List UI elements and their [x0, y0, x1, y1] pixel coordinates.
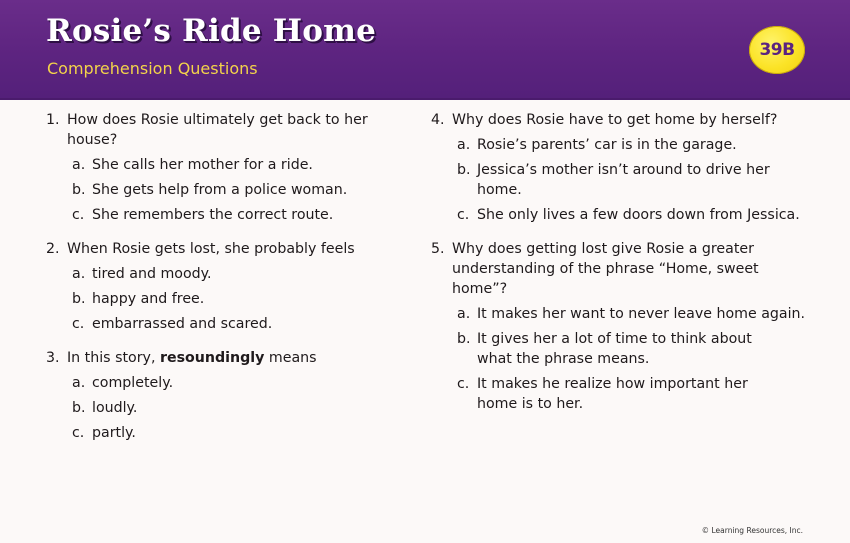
option-letter: c. — [72, 316, 85, 332]
question-text-start: In this story, — [67, 350, 156, 366]
answer-option — [72, 398, 416, 418]
option-letter: c. — [457, 376, 470, 392]
answer-options — [46, 373, 416, 443]
question-number: 1. — [46, 112, 60, 128]
option-text: She calls her mother for a ride. — [92, 157, 313, 173]
option-text: It makes her want to never leave home again. — [477, 306, 806, 322]
right-column — [431, 110, 811, 428]
question-number: 4. — [431, 112, 445, 128]
option-letter: b. — [72, 291, 86, 307]
answer-option — [72, 205, 416, 225]
answer-options — [46, 264, 416, 334]
page-subtitle: Comprehension Questions — [47, 59, 258, 78]
answer-option — [72, 180, 416, 200]
option-letter: a. — [72, 375, 86, 391]
option-text: She only lives a few doors down from Jessica. — [477, 207, 800, 223]
question-text: Why does Rosie have to get home by herself? — [452, 112, 778, 128]
option-text: It gives her a lot of time to think about what the phrase means. — [477, 331, 752, 367]
question-number: 2. — [46, 241, 60, 257]
page-title: Rosie’s Ride Home — [46, 13, 377, 49]
question-number: 5. — [431, 241, 445, 257]
option-letter: c. — [72, 425, 85, 441]
question-5 — [431, 239, 811, 414]
question-3 — [46, 348, 416, 443]
question-text — [67, 348, 416, 368]
option-text: Rosie’s parents’ car is in the garage. — [477, 137, 737, 153]
option-text: Jessica’s mother isn’t around to drive her home. — [477, 162, 770, 198]
card-number-label: 39B — [759, 40, 795, 60]
question-1 — [46, 110, 416, 225]
answer-options — [431, 135, 811, 225]
option-letter: a. — [457, 306, 471, 322]
answer-option — [72, 264, 416, 284]
vocabulary-word: resoundingly — [159, 350, 265, 366]
option-text: tired and moody. — [92, 266, 212, 282]
answer-option — [72, 289, 416, 309]
answer-option — [72, 155, 416, 175]
card-number-badge — [749, 26, 805, 74]
option-letter: c. — [72, 207, 85, 223]
option-text: happy and free. — [92, 291, 205, 307]
answer-option — [457, 304, 811, 324]
option-letter: b. — [457, 331, 471, 347]
option-letter: a. — [72, 266, 86, 282]
answer-options — [46, 155, 416, 225]
answer-option — [457, 135, 811, 155]
option-letter: c. — [457, 207, 470, 223]
question-number: 3. — [46, 350, 60, 366]
option-text: loudly. — [92, 400, 138, 416]
option-letter: a. — [72, 157, 86, 173]
option-letter: a. — [457, 137, 471, 153]
answer-option — [457, 329, 811, 369]
option-text: partly. — [92, 425, 136, 441]
answer-option — [457, 205, 811, 225]
option-text: completely. — [92, 375, 174, 391]
option-letter: b. — [72, 400, 86, 416]
option-text: She gets help from a police woman. — [92, 182, 348, 198]
answer-options — [431, 304, 811, 414]
answer-option — [457, 374, 811, 414]
question-2 — [46, 239, 416, 334]
question-4 — [431, 110, 811, 225]
question-text: Why does getting lost give Rosie a greater understanding of the phrase “Home, sweet home”? — [452, 241, 759, 297]
header-band — [0, 0, 850, 100]
question-text-end: means — [268, 350, 317, 366]
left-column — [46, 110, 416, 457]
answer-option — [72, 373, 416, 393]
question-text: When Rosie gets lost, she probably feels — [67, 241, 355, 257]
answer-option — [72, 314, 416, 334]
answer-option — [457, 160, 811, 200]
option-letter: b. — [457, 162, 471, 178]
option-text: She remembers the correct route. — [92, 207, 334, 223]
question-text: How does Rosie ultimately get back to her house? — [67, 112, 368, 148]
option-text: embarrassed and scared. — [92, 316, 273, 332]
option-letter: b. — [72, 182, 86, 198]
option-text: It makes he realize how important her home is to her. — [477, 376, 748, 412]
answer-option — [72, 423, 416, 443]
copyright-notice: © Learning Resources, Inc. — [701, 526, 803, 535]
